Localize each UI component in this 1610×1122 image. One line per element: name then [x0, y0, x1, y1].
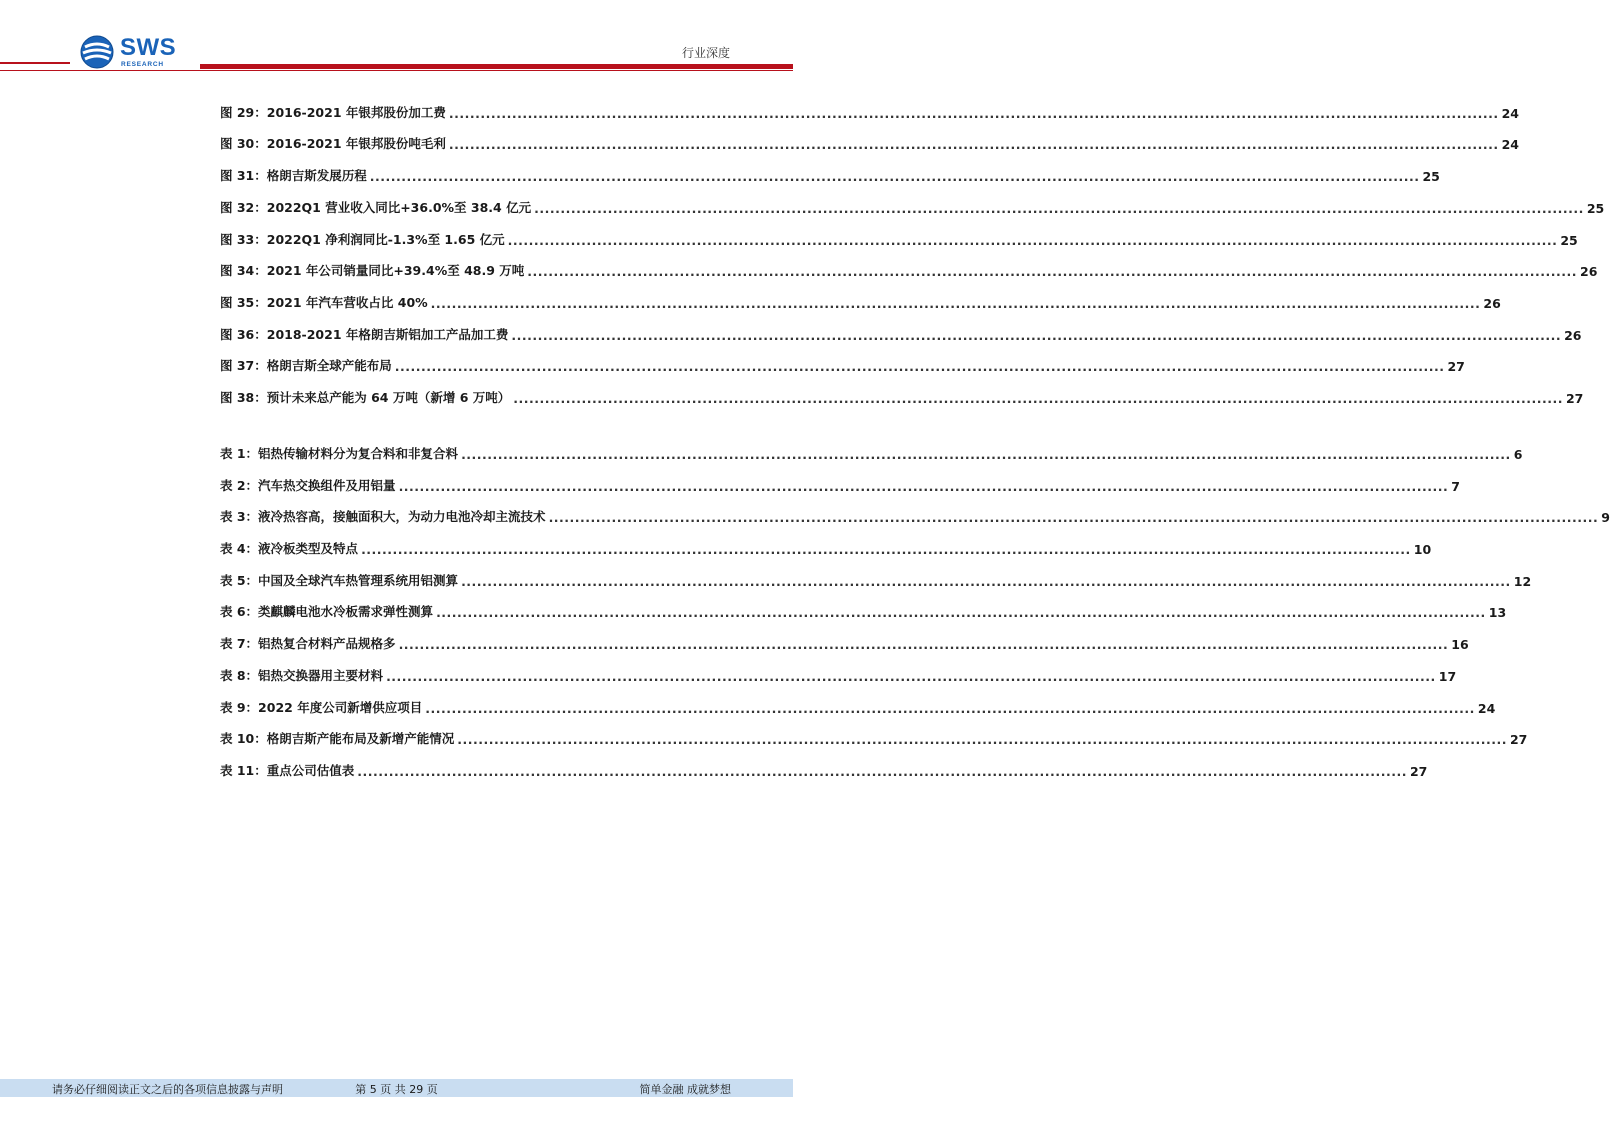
toc-leader-dots: ........................................................................................................................................................................................................ [398, 479, 1449, 494]
toc-entry-label: 图 36：2018-2021 年格朗吉斯铝加工产品加工费 [220, 327, 509, 342]
toc-entry-page: 27 [1409, 764, 1428, 779]
logo-subtitle: RESEARCH [121, 60, 164, 68]
toc-leader-dots: ........................................................................................................................................................................................................ [448, 106, 1499, 121]
toc-entry-label: 表 10：格朗吉斯产能布局及新增产能情况 [220, 731, 455, 746]
toc-leader-dots: ........................................................................................................................................................................................................ [527, 264, 1577, 279]
toc-entry[interactable] [220, 132, 1519, 152]
toc-entry-page: 12 [1513, 574, 1532, 589]
toc-entry-label: 图 31：格朗吉斯发展历程 [220, 168, 367, 183]
sws-globe-icon [80, 35, 114, 69]
header-rule-left [0, 62, 70, 64]
logo-wordmark: SWS [120, 33, 177, 61]
report-category: 行业深度 [681, 46, 730, 60]
toc-leader-dots: ........................................................................................................................................................................................................ [513, 391, 1563, 406]
toc-entry-page: 6 [1513, 447, 1523, 462]
toc-leader-dots: ........................................................................................................................................................................................................ [548, 510, 1599, 525]
toc-leader-dots: ........................................................................................................................................................................................................ [386, 669, 1436, 684]
toc-entry-page: 26 [1483, 296, 1501, 311]
toc-entry-label: 表 2：汽车热交换组件及用铝量 [220, 478, 396, 493]
toc-entry-label: 图 34：2021 年公司销量同比+39.4%至 48.9 万吨 [220, 263, 525, 278]
toc-leader-dots: ........................................................................................................................................................................................................ [461, 447, 1511, 462]
toc-entry-page: 25 [1560, 233, 1578, 248]
toc-leader-dots: ........................................................................................................................................................................................................ [457, 732, 1507, 747]
toc-leader-dots: ........................................................................................................................................................................................................ [394, 359, 1445, 374]
toc-entry[interactable] [220, 164, 1440, 184]
toc-entry[interactable] [220, 569, 1532, 589]
toc-leader-dots: ........................................................................................................................................................................................................ [361, 542, 1411, 557]
toc-entry-label: 图 32：2022Q1 营业收入同比+36.0%至 38.4 亿元 [220, 200, 532, 215]
toc-entry[interactable] [220, 600, 1507, 620]
toc-entry[interactable] [220, 759, 1428, 779]
toc-entry-page: 26 [1580, 264, 1598, 279]
toc-entry-label: 表 7：铝热复合材料产品规格多 [220, 636, 396, 651]
toc-leader-dots: ........................................................................................................................................................................................................ [448, 137, 1499, 152]
toc-entry-label: 图 35：2021 年汽车营收占比 40% [220, 295, 428, 310]
toc-leader-dots: ........................................................................................................................................................................................................ [461, 574, 1511, 589]
toc-entry-page: 16 [1451, 637, 1469, 652]
toc-entry-label: 表 11：重点公司估值表 [220, 763, 355, 778]
footer-page-number: 第 5 页 共 29 页 [355, 1083, 438, 1096]
toc-leader-dots: ........................................................................................................................................................................................................ [425, 701, 1475, 716]
toc-entry-label: 表 9：2022 年度公司新增供应项目 [220, 700, 423, 715]
toc-leader-dots: ........................................................................................................................................................................................................ [369, 169, 1420, 184]
toc-leader-dots: ........................................................................................................................................................................................................ [534, 201, 1584, 216]
toc-entry[interactable] [220, 354, 1465, 374]
toc-entry[interactable] [220, 323, 1582, 343]
toc-entry-label: 图 38：预计未来总产能为 64 万吨（新增 6 万吨） [220, 390, 511, 405]
toc-entry[interactable] [220, 196, 1605, 216]
footer-disclaimer: 请务必仔细阅读正文之后的各项信息披露与声明 [52, 1083, 283, 1096]
toc-entry[interactable] [220, 259, 1598, 279]
toc-leader-dots: ........................................................................................................................................................................................................ [507, 233, 1558, 248]
toc-entry-page: 24 [1501, 106, 1519, 121]
toc-entry-page: 7 [1451, 479, 1460, 494]
toc-entry-page: 17 [1438, 669, 1457, 684]
toc-entry-label: 表 4：液冷板类型及特点 [220, 541, 359, 556]
toc-entry[interactable] [220, 727, 1528, 747]
page-header [0, 0, 793, 80]
toc-entry[interactable] [220, 386, 1584, 406]
toc-entry-label: 表 3：液冷热容高，接触面积大，为动力电池冷却主流技术 [220, 509, 546, 524]
toc-entry[interactable] [220, 101, 1519, 121]
footer-slogan: 简单金融 成就梦想 [639, 1083, 731, 1096]
toc-entry-page: 25 [1586, 201, 1605, 216]
toc-entry-page: 9 [1601, 510, 1610, 525]
toc-entry-page: 13 [1488, 605, 1507, 620]
toc-entry[interactable] [220, 696, 1496, 716]
toc-entry[interactable] [220, 474, 1460, 494]
toc-entry-page: 24 [1477, 701, 1496, 716]
toc-entry-page: 27 [1509, 732, 1528, 747]
toc-leader-dots: ........................................................................................................................................................................................................ [436, 605, 1486, 620]
toc-entry-label: 表 1：铝热传输材料分为复合料和非复合料 [220, 446, 459, 461]
toc-leader-dots: ........................................................................................................................................................................................................ [511, 328, 1562, 343]
toc-entry-page: 26 [1564, 328, 1582, 343]
toc-entry-page: 24 [1501, 137, 1519, 152]
toc-entry-label: 图 30：2016-2021 年银邦股份吨毛利 [220, 136, 446, 151]
toc-entry[interactable] [220, 537, 1432, 557]
toc-entry-label: 图 29：2016-2021 年银邦股份加工费 [220, 105, 446, 120]
toc-entry-label: 图 37：格朗吉斯全球产能布局 [220, 358, 392, 373]
toc-entry[interactable] [220, 442, 1523, 462]
toc-entry-label: 图 33：2022Q1 净利润同比-1.3%至 1.65 亿元 [220, 232, 505, 247]
sws-logo [80, 34, 176, 70]
toc-entry[interactable] [220, 291, 1501, 311]
toc-entry[interactable] [220, 664, 1457, 684]
toc-entry-page: 27 [1447, 359, 1465, 374]
toc-entry[interactable] [220, 632, 1469, 652]
header-rule-thick [200, 64, 793, 69]
toc-entry-label: 表 8：铝热交换器用主要材料 [220, 668, 384, 683]
toc-leader-dots: ........................................................................................................................................................................................................ [430, 296, 1481, 311]
toc-entry-label: 表 6：类麒麟电池水冷板需求弹性测算 [220, 604, 434, 619]
toc-entry[interactable] [220, 505, 1610, 525]
toc-entry[interactable] [220, 228, 1578, 248]
toc-entry-page: 25 [1422, 169, 1440, 184]
toc-leader-dots: ........................................................................................................................................................................................................ [357, 764, 1407, 779]
toc-entry-page: 10 [1413, 542, 1432, 557]
toc-leader-dots: ........................................................................................................................................................................................................ [398, 637, 1449, 652]
page-footer [0, 1079, 793, 1097]
toc-entry-label: 表 5：中国及全球汽车热管理系统用铝测算 [220, 573, 459, 588]
toc-entry-page: 27 [1565, 391, 1584, 406]
header-rule-thin [0, 70, 793, 71]
